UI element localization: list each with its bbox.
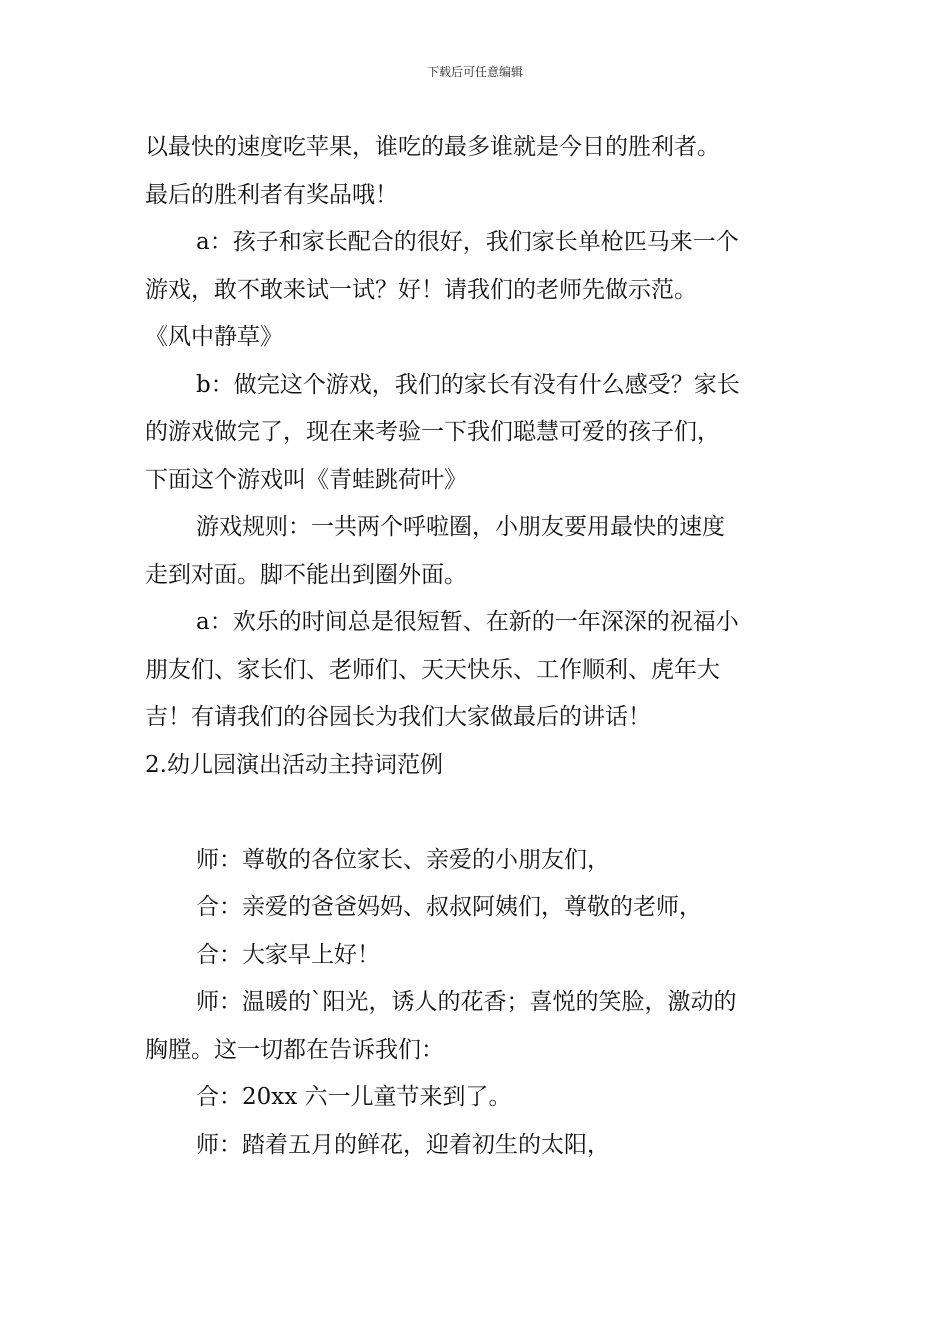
text-line: 朋友们、家长们、老师们、天天快乐、工作顺利、虎年大	[145, 656, 720, 683]
section-heading: 2.幼儿园演出活动主持词范例	[145, 751, 443, 778]
text-line: 师：踏着五月的鲜花，迎着初生的太阳，	[196, 1131, 610, 1158]
text-line: 合：大家早上好！	[196, 941, 380, 968]
text-line: 游戏，敢不敢来试一试？好！请我们的老师先做示范。	[145, 276, 697, 303]
text-line: a：孩子和家长配合的很好，我们家长单枪匹马来一个	[196, 229, 739, 255]
text-line: 师：温暖的`阳光，诱人的花香；喜悦的笑脸，激动的	[196, 989, 737, 1015]
document-body	[145, 124, 810, 1169]
text-line: b：做完这个游戏，我们的家长有没有什么感受？家长	[196, 371, 740, 398]
text-line: 下面这个游戏叫《青蛙跳荷叶》	[145, 466, 467, 493]
text-line: 最后的胜利者有奖品哦！	[145, 181, 398, 208]
text-line: 《风中静草》	[145, 324, 283, 350]
text-line: 吉！有请我们的谷园长为我们大家做最后的讲话！	[145, 704, 651, 730]
text-line: 走到对面。脚不能出到圈外面。	[145, 561, 467, 588]
text-line: a：欢乐的时间总是很短暂、在新的一年深深的祝福小	[196, 609, 739, 635]
blank-line	[145, 789, 810, 837]
text-line: 游戏规则：一共两个呼啦圈，小朋友要用最快的速度	[196, 514, 725, 540]
text-line: 胸膛。这一切都在告诉我们：	[145, 1036, 444, 1063]
text-line: 师：尊敬的各位家长、亲爱的小朋友们，	[196, 846, 610, 873]
text-line: 合：亲爱的爸爸妈妈、叔叔阿姨们，尊敬的老师，	[196, 894, 702, 920]
text-line: 合：20xx 六一儿童节来到了。	[196, 1084, 512, 1110]
page-header: 下载后可任意编辑	[426, 65, 523, 79]
text-line: 以最快的速度吃苹果，谁吃的最多谁就是今日的胜利者。	[145, 134, 720, 160]
text-line: 的游戏做完了，现在来考验一下我们聪慧可爱的孩子们，	[145, 419, 720, 445]
